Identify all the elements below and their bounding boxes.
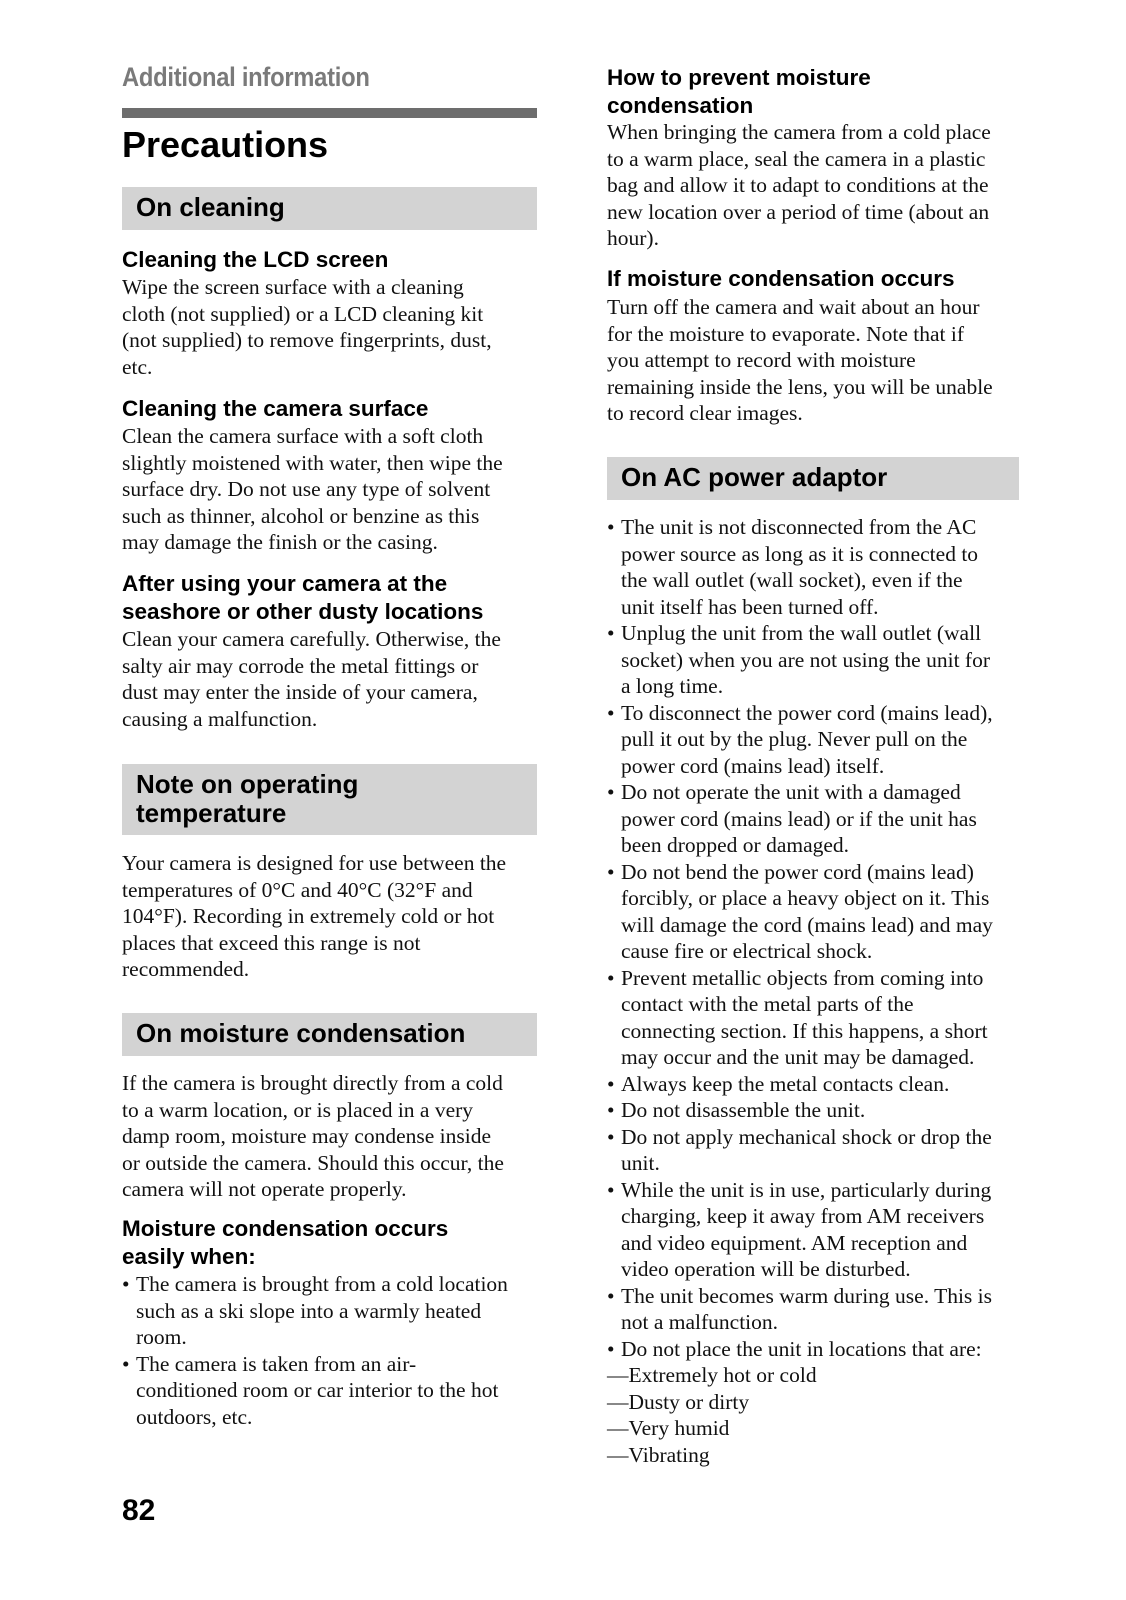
bullet-icon: • xyxy=(607,1071,615,1096)
text-line: or outside the camera. Should this occur, the xyxy=(122,1150,504,1175)
text-line: power cord (mains lead) itself. xyxy=(621,753,885,778)
list-condensation-occurs xyxy=(122,1271,508,1430)
text-line: to record clear images. xyxy=(607,401,803,425)
text-line: connecting section. If this happens, a short xyxy=(621,1018,988,1043)
bullet-icon: • xyxy=(607,965,615,990)
bullet-icon: • xyxy=(122,1272,130,1296)
text-line: Clean your camera carefully. Otherwise, the xyxy=(122,627,501,651)
text-line: pull it out by the plug. Never pull on the xyxy=(621,727,968,751)
page-number: 82 xyxy=(122,1494,156,1527)
text-line: and video equipment. AM reception and xyxy=(621,1230,968,1255)
dash-item xyxy=(607,1415,993,1442)
text-line: Very humid xyxy=(628,1416,730,1440)
list-item xyxy=(607,965,993,1071)
bullet-icon: • xyxy=(607,1098,615,1122)
text-line: a long time. xyxy=(621,674,724,698)
subheading-cleaning-lcd: Cleaning the LCD screen xyxy=(122,247,389,272)
text-line: Turn off the camera and wait about an hour xyxy=(607,295,980,319)
text-line: Do not apply mechanical shock or drop the xyxy=(621,1124,992,1149)
list-item xyxy=(607,779,993,859)
text-line: conditioned room or car interior to the hot xyxy=(136,1378,499,1402)
dash-icon: — xyxy=(607,1363,629,1387)
text-line: for the moisture to evaporate. Note that if xyxy=(607,321,965,346)
list-item xyxy=(607,1097,993,1124)
text-line: Extremely hot or cold xyxy=(628,1363,817,1387)
subheading-cleaning-surface: Cleaning the camera surface xyxy=(122,396,429,421)
text-line: power source as long as it is connected to xyxy=(621,541,979,566)
list-item xyxy=(607,514,993,620)
text-line: charging, keep it away from AM receivers xyxy=(621,1204,985,1228)
text-line: How to prevent moisture xyxy=(607,65,871,90)
section-label: Additional information xyxy=(122,62,370,92)
bullet-icon: • xyxy=(607,700,615,725)
text-line: Vibrating xyxy=(628,1442,710,1467)
bullet-icon: • xyxy=(607,859,615,884)
text-line: While the unit is in use, particularly during xyxy=(621,1177,992,1202)
text-line: After using your camera at the xyxy=(122,571,448,596)
paragraph-prevent-condensation xyxy=(607,119,991,252)
text-line: to a warm place, seal the camera in a plastic xyxy=(607,146,986,171)
bullet-icon: • xyxy=(607,1283,615,1308)
dash-item xyxy=(607,1442,993,1469)
bullet-icon: • xyxy=(122,1351,130,1376)
text-line: video operation will be disturbed. xyxy=(621,1257,911,1281)
bullet-icon: • xyxy=(607,621,615,645)
text-line: Unplug the unit from the wall outlet (wall xyxy=(621,621,982,645)
list-item xyxy=(607,859,993,965)
text-line: Always keep the metal contacts clean. xyxy=(621,1071,950,1096)
text-line: contact with the metal parts of the xyxy=(621,992,914,1016)
text-line: temperature xyxy=(136,798,287,828)
text-line: bag and allow it to adapt to conditions at the xyxy=(607,173,989,197)
text-line: such as thinner, alcohol or benzine as this xyxy=(122,503,480,528)
text-line: forcibly, or place a heavy object on it. This xyxy=(621,886,990,910)
text-line: (not supplied) to remove fingerprints, dust, xyxy=(122,328,492,352)
bullet-icon: • xyxy=(607,780,615,804)
text-line: condensation xyxy=(607,93,754,118)
subheading-condensation-occurs xyxy=(122,1215,448,1271)
paragraph-cleaning-lcd xyxy=(122,274,492,380)
text-line: The camera is taken from an air- xyxy=(136,1351,417,1376)
text-line: hour). xyxy=(607,226,659,250)
text-line: 104°F). Recording in extremely cold or hot xyxy=(122,904,495,928)
list-item xyxy=(607,1177,993,1283)
text-line: Do not operate the unit with a damaged xyxy=(621,780,961,804)
text-line: slightly moistened with water, then wipe the xyxy=(122,450,503,475)
text-line: been dropped or damaged. xyxy=(621,833,850,857)
text-line: socket) when you are not using the unit for xyxy=(621,647,990,672)
text-line: power cord (mains lead) or if the unit has xyxy=(621,806,977,831)
dash-icon: — xyxy=(607,1389,629,1414)
text-line: salty air may corrode the metal fittings or xyxy=(122,653,479,678)
bullet-icon: • xyxy=(607,1336,615,1361)
dash-item xyxy=(607,1362,993,1389)
list-item xyxy=(607,1283,993,1336)
text-line: to a warm location, or is placed in a very xyxy=(122,1097,474,1122)
subheading-if-condensation-occurs: If moisture condensation occurs xyxy=(607,266,955,291)
subheading-seashore xyxy=(122,570,483,626)
list-item xyxy=(607,700,993,780)
text-line: camera will not operate properly. xyxy=(122,1177,407,1201)
text-line: places that exceed this range is not xyxy=(122,930,421,955)
text-line: etc. xyxy=(122,354,153,379)
text-line: temperatures of 0°C and 40°C (32°F and xyxy=(122,877,473,902)
heading-ac-power-adaptor: On AC power adaptor xyxy=(607,457,1019,500)
text-line: The unit is not disconnected from the AC xyxy=(621,515,977,539)
text-line: cloth (not supplied) or a LCD cleaning kit xyxy=(122,301,484,326)
paragraph-if-condensation-occurs xyxy=(607,294,993,427)
bullet-icon: • xyxy=(607,515,615,539)
dash-icon: — xyxy=(607,1416,629,1440)
text-line: such as a ski slope into a warmly heated xyxy=(136,1298,482,1323)
text-line: may occur and the unit may be damaged. xyxy=(621,1045,975,1069)
list-item xyxy=(607,1071,993,1098)
text-line: Dusty or dirty xyxy=(628,1389,750,1414)
paragraph-seashore xyxy=(122,626,501,732)
text-line: damp room, moisture may condense inside xyxy=(122,1124,492,1148)
text-line: remaining inside the lens, you will be unable xyxy=(607,374,993,399)
bullet-icon: • xyxy=(607,1124,615,1149)
text-line: Wipe the screen surface with a cleaning xyxy=(122,275,464,299)
paragraph-cleaning-surface xyxy=(122,423,503,556)
text-line: When bringing the camera from a cold place xyxy=(607,120,991,144)
dash-icon: — xyxy=(607,1442,629,1467)
list-item xyxy=(122,1351,508,1431)
text-line: Note on operating xyxy=(136,769,359,799)
text-line: Clean the camera surface with a soft cloth xyxy=(122,424,484,448)
text-line: dust may enter the inside of your camera, xyxy=(122,680,478,704)
text-line: not a malfunction. xyxy=(621,1310,779,1334)
list-item xyxy=(122,1271,508,1351)
heading-on-cleaning: On cleaning xyxy=(122,187,537,230)
subheading-prevent-condensation xyxy=(607,64,871,120)
text-line: surface dry. Do not use any type of solvent xyxy=(122,477,491,501)
text-line: The camera is brought from a cold location xyxy=(136,1272,508,1296)
text-line: you attempt to record with moisture xyxy=(607,348,916,372)
heading-moisture-condensation: On moisture condensation xyxy=(122,1013,537,1056)
text-line: The unit becomes warm during use. This is xyxy=(621,1283,993,1308)
list-ac-power-adaptor xyxy=(607,514,993,1468)
text-line: will damage the cord (mains lead) and may xyxy=(621,912,993,937)
text-line: outdoors, etc. xyxy=(136,1404,253,1429)
list-item xyxy=(607,1124,993,1177)
text-line: seashore or other dusty locations xyxy=(122,599,484,624)
text-line: easily when: xyxy=(122,1244,256,1269)
text-line: room. xyxy=(136,1325,187,1349)
title-rule xyxy=(122,108,537,118)
text-line: Moisture condensation occurs xyxy=(122,1216,449,1241)
text-line: unit itself has been turned off. xyxy=(621,594,879,619)
text-line: unit. xyxy=(621,1151,660,1175)
text-line: Do not bend the power cord (mains lead) xyxy=(621,859,974,884)
text-line: If the camera is brought directly from a cold xyxy=(122,1071,503,1095)
paragraph-temperature xyxy=(122,850,506,983)
text-line: Prevent metallic objects from coming into xyxy=(621,965,984,990)
list-item xyxy=(607,1336,993,1363)
text-line: new location over a period of time (about an xyxy=(607,199,990,224)
text-line: causing a malfunction. xyxy=(122,706,318,731)
text-line: Your camera is designed for use between the xyxy=(122,851,507,875)
paragraph-moisture xyxy=(122,1070,504,1203)
text-line: cause fire or electrical shock. xyxy=(621,939,873,963)
text-line: may damage the finish or the casing. xyxy=(122,530,438,554)
text-line: Do not place the unit in locations that are: xyxy=(621,1336,982,1361)
text-line: Do not disassemble the unit. xyxy=(621,1098,866,1122)
dash-item xyxy=(607,1389,993,1416)
text-line: To disconnect the power cord (mains lead), xyxy=(621,700,993,725)
text-line: the wall outlet (wall socket), even if the xyxy=(621,568,963,592)
text-line: recommended. xyxy=(122,957,250,981)
list-item xyxy=(607,620,993,700)
bullet-icon: • xyxy=(607,1177,615,1202)
page-title: Precautions xyxy=(122,124,329,165)
heading-operating-temperature xyxy=(122,764,537,835)
